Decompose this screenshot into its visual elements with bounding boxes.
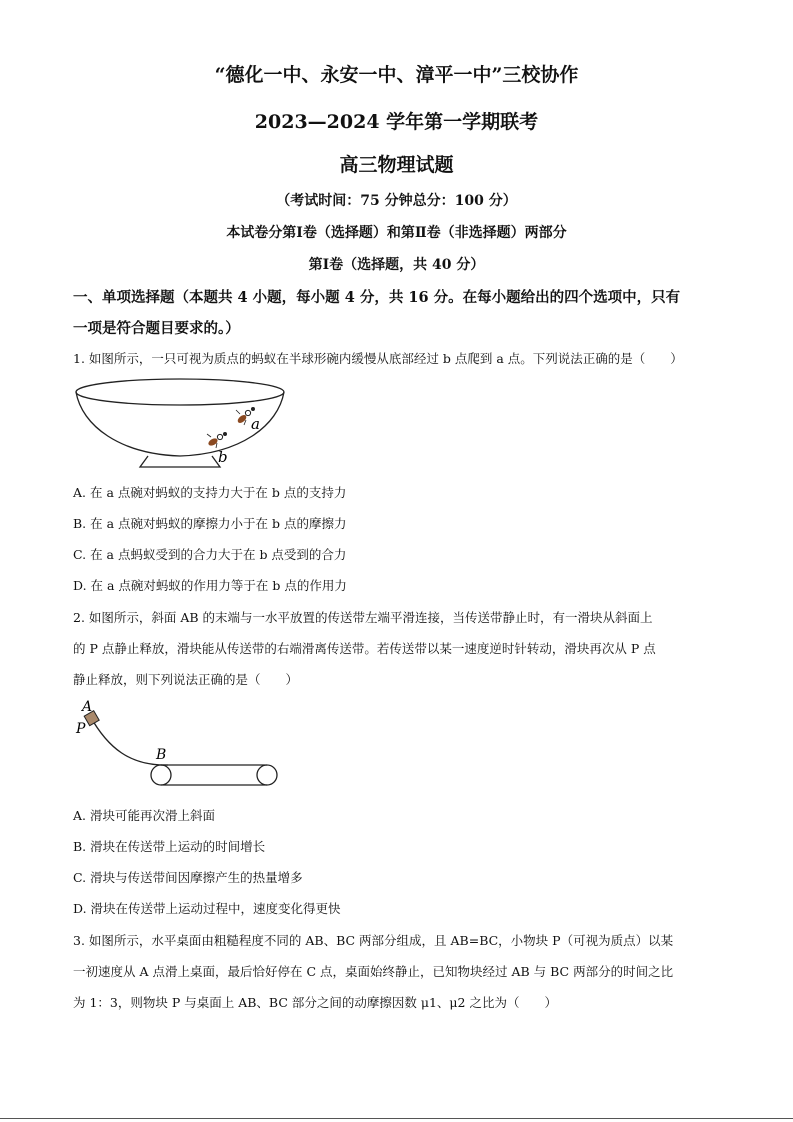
q2-label-A: A xyxy=(82,699,93,715)
bowl-rim xyxy=(76,379,284,405)
q2-option-b: B. 滑块在传送带上运动的时间增长 xyxy=(73,839,266,854)
q3-stem-line3: 为 1：3，则物块 P 与桌面上 AB、BC 部分之间的动摩擦因数 μ1、μ2 之比为（ ） xyxy=(73,995,557,1010)
q1-label-b: b xyxy=(218,448,228,466)
q1-option-a: A. 在 a 点碗对蚂蚁的支持力大于在 b 点的支持力 xyxy=(73,485,347,500)
q1-option-b: B. 在 a 点碗对蚂蚁的摩擦力小于在 b 点的摩擦力 xyxy=(73,516,347,531)
q2-option-a: A. 滑块可能再次滑上斜面 xyxy=(73,808,215,823)
title-line-1: “德化一中、永安一中、漳平一中”三校协作 xyxy=(214,64,579,86)
paper-note: 本试卷分第Ⅰ卷（选择题）和第Ⅱ卷（非选择题）两部分 xyxy=(226,225,567,241)
page-bottom-rule xyxy=(0,1118,793,1119)
section1-instruction-line2: 一项是符合题目要求的。） xyxy=(73,320,240,337)
q1-bowl-figure xyxy=(70,376,290,472)
q2-option-d: D. 滑块在传送带上运动过程中，速度变化得更快 xyxy=(73,901,341,916)
q1-stem: 1. 如图所示，一只可视为质点的蚂蚁在半球形碗内缓慢从底部经过 b 点爬到 a 点。下列说法正确的是（ ） xyxy=(73,351,683,366)
exam-info: （考试时间：75 分钟总分：100 分） xyxy=(276,193,517,209)
title-line-3: 高三物理试题 xyxy=(339,154,454,176)
ant-b-icon xyxy=(207,432,227,448)
q1-option-d: D. 在 a 点碗对蚂蚁的作用力等于在 b 点的作用力 xyxy=(73,578,347,593)
part-title: 第Ⅰ卷（选择题，共 40 分） xyxy=(308,257,485,273)
q1-option-c: C. 在 a 点蚂蚁受到的合力大于在 b 点受到的合力 xyxy=(73,547,347,562)
q3-stem-line1: 3. 如图所示，水平桌面由粗糙程度不同的 AB、BC 两部分组成，且 AB=BC，小物块 P（可视为质点）以某 xyxy=(73,933,674,948)
q2-option-c: C. 滑块与传送带间因摩擦产生的热量增多 xyxy=(73,870,303,885)
q2-stem-line3: 静止释放，则下列说法正确的是（ ） xyxy=(73,672,299,687)
section1-instruction-line1: 一、单项选择题（本题共 4 小题，每小题 4 分，共 16 分。在每小题给出的四个选项中，只有 xyxy=(73,289,681,306)
title-line-2: 2023—2024 学年第一学期联考 xyxy=(254,111,539,133)
q2-stem-line1: 2. 如图所示，斜面 AB 的末端与一水平放置的传送带左端平滑连接，当传送带静止时，有一滑块从斜面上 xyxy=(73,610,653,625)
q2-label-B: B xyxy=(156,747,167,763)
q2-label-P: P xyxy=(76,721,86,737)
q2-conveyor-figure xyxy=(70,696,290,791)
bowl-base xyxy=(140,456,220,467)
q2-stem-line2: 的 P 点静止释放，滑块能从传送带的右端滑离传送带。若传送带以某一速度逆时针转动，滑块再次从 P 点 xyxy=(73,641,656,656)
q1-label-a: a xyxy=(251,415,260,433)
conveyor-belt xyxy=(151,765,277,785)
q3-stem-line2: 一初速度从 A 点滑上桌面，最后恰好停在 C 点，桌面始终静止，已知物块经过 AB 与 BC 两部分的时间之比 xyxy=(73,964,674,979)
